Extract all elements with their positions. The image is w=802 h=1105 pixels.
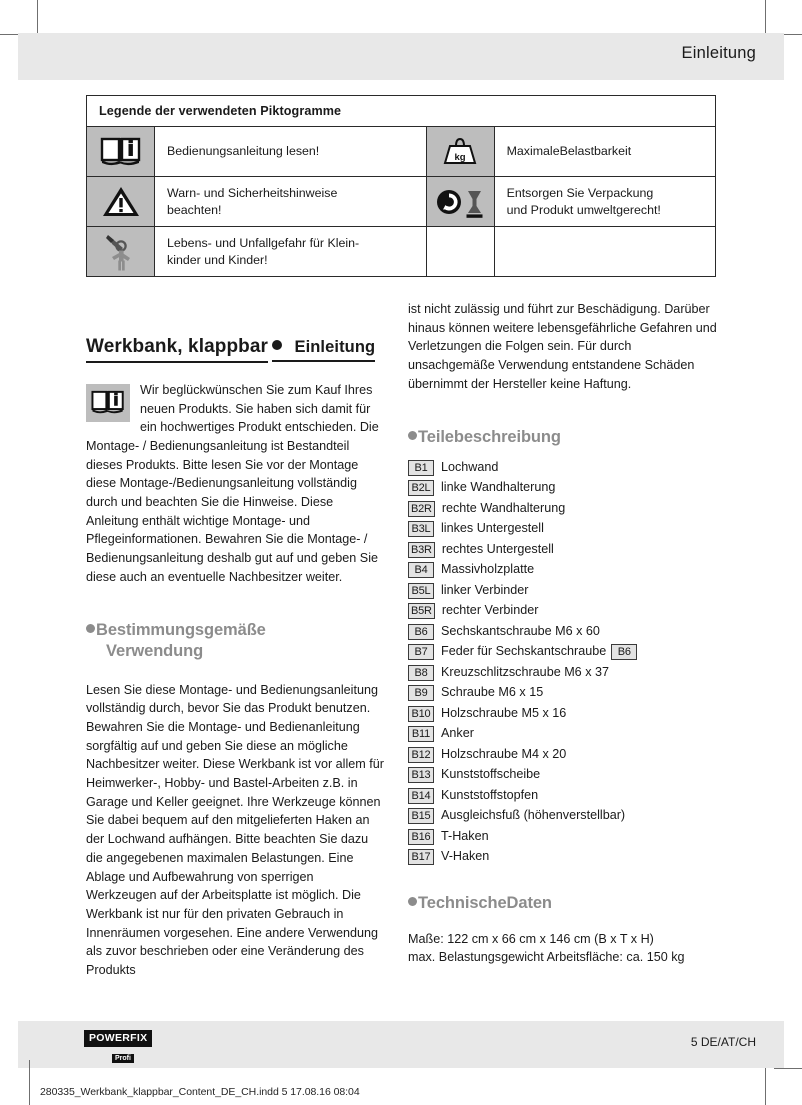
part-code-badge: B5L: [408, 583, 434, 599]
part-code-badge: B3L: [408, 521, 434, 537]
part-label: rechtes Untergestell: [441, 541, 554, 556]
part-label: linke Wandhalterung: [441, 480, 556, 495]
section-heading-bestimmungsgemaesse-verwendung: [86, 620, 386, 660]
parts-description-list: [408, 460, 720, 866]
part-code-badge: B11: [408, 726, 434, 742]
part-label: Massivholzplatte: [441, 562, 535, 577]
powerfix-logo-sub: Profi: [112, 1054, 134, 1063]
part-label: T-Haken: [441, 828, 489, 843]
part-code-badge: B15: [408, 808, 434, 824]
legend-heading: Legende der verwendeten Piktogramme: [87, 96, 716, 127]
intro-paragraph-text: Wir beglückwünschen Sie zum Kauf Ihres neuen Produkts. Sie haben sich damit für ein hochwertiges Produkt entschieden. Die Montage- / Bedienungsanleitung ist Bestandteil dieses Produkts. Bitte lesen Sie vor der Montage diese Montage-/Bedienungsanleitung vollständig durch und beachten Sie die Hinweise. Diese Anleitung enthält wichtige Montage- und Pflegeinformationen. Bewahren Sie die Montage- / Bedienungsanleitung deshalb gut auf und geben Sie diese auch an eventuelle Nachbesitzer weiter.: [86, 382, 379, 584]
part-code-badge: B8: [408, 665, 434, 681]
parts-heading-label: Teilebeschreibung: [418, 428, 561, 447]
legend-text-3-line1: Warn- und Sicherheitshinweise: [167, 185, 338, 200]
part-label: linker Verbinder: [441, 582, 529, 597]
parts-list-item: [408, 706, 720, 722]
parts-list-item: [408, 460, 720, 476]
parts-list-item: [408, 644, 720, 660]
parts-list-item: [408, 562, 720, 578]
part-label: rechte Wandhalterung: [441, 500, 566, 515]
part-code-badge: B9: [408, 685, 434, 701]
parts-list-item: [408, 767, 720, 783]
part-code-badge: B16: [408, 829, 434, 845]
parts-list-item: [408, 829, 720, 845]
parts-list-item: [408, 788, 720, 804]
tech-heading-label: TechnischeDaten: [418, 894, 552, 913]
legend-text-4: [494, 177, 715, 227]
crop-mark-top-left-vertical: [37, 0, 38, 34]
indesign-status-bar: [0, 1082, 802, 1105]
part-label: Ausgleichsfuß (höhenverstellbar): [441, 808, 626, 823]
part-label: Lochwand: [441, 459, 499, 474]
part-label: linkes Untergestell: [441, 521, 544, 536]
child-hazard-icon: [87, 227, 155, 277]
part-label: V-Haken: [441, 849, 490, 864]
tech-data-max-load: max. Belastungsgewicht Arbeitsfläche: ca. 150 kg: [408, 950, 685, 965]
parts-list-item: [408, 665, 720, 681]
part-code-badge: B13: [408, 767, 434, 783]
bullet-dot-icon: [408, 431, 417, 440]
legend-row-1: [87, 127, 716, 177]
svg-text:kg: kg: [454, 151, 466, 163]
right-column: [408, 300, 720, 967]
recycling-disposal-icon: [426, 177, 494, 227]
parts-list-item: [408, 583, 720, 599]
part-label: Kunststoffscheibe: [441, 767, 541, 782]
part-label: Schraube M6 x 15: [441, 685, 544, 700]
bullet-dot-icon: [408, 897, 417, 906]
manual-book-icon: [87, 127, 155, 177]
section-heading-technische-daten: [408, 893, 720, 913]
part-code-badge: B2R: [408, 501, 435, 517]
section-heading-teilebeschreibung: [408, 427, 720, 447]
section-heading-einleitung: [272, 338, 375, 362]
legend-text-4-line1: Entsorgen Sie Verpackung: [506, 185, 654, 200]
legend-text-1: Bedienungsanleitung lesen!: [155, 127, 427, 177]
legend-row-2: [87, 177, 716, 227]
legend-header-row: [87, 96, 716, 127]
part-code-badge: B17: [408, 849, 434, 865]
part-label: Kunststoffstopfen: [441, 787, 539, 802]
parts-list-item: [408, 685, 720, 701]
status-bar-filename: 280335_Werkbank_klappbar_Content_DE_CH.indd 5 17.08.16 08:04: [40, 1086, 360, 1098]
pictogram-legend-table: [86, 95, 716, 277]
legend-empty-text-cell: [494, 227, 715, 277]
legend-text-5-line2: kinder und Kinder!: [167, 252, 268, 267]
part-code-badge: B7: [408, 644, 434, 660]
intro-paragraph-block: [86, 381, 386, 587]
powerfix-logo: [84, 1028, 166, 1065]
part-label: Kreuzschlitzschraube M6 x 37: [441, 664, 609, 679]
part-label: rechter Verbinder: [441, 603, 539, 618]
legend-text-5: [155, 227, 427, 277]
page-header-title: Einleitung: [681, 44, 756, 62]
bullet-dot-icon: [86, 624, 95, 633]
parts-list-item: [408, 624, 720, 640]
usage-heading-line2: Verwendung: [106, 641, 204, 660]
powerfix-logo-main: POWERFIX: [84, 1030, 152, 1047]
crop-mark-bottom-right-horizontal: [774, 1068, 802, 1069]
legend-text-3-line2: beachten!: [167, 202, 222, 217]
part-code-badge: B3R: [408, 542, 435, 558]
legend-empty-icon-cell: [426, 227, 494, 277]
parts-list-item: [408, 480, 720, 496]
part-code-badge: B1: [408, 460, 434, 476]
part-code-badge: B6: [408, 624, 434, 640]
bullet-dot-icon: [272, 340, 282, 350]
part-code-badge: B2L: [408, 480, 434, 496]
part-label: Sechskantschraube M6 x 60: [441, 623, 600, 638]
page-header-band: [18, 33, 784, 80]
parts-list-item: [408, 603, 720, 619]
page-title: Werkbank, klappbar: [86, 336, 268, 363]
max-load-weight-icon: [426, 127, 494, 177]
parts-list-item: [408, 808, 720, 824]
usage-paragraph-text: Lesen Sie diese Montage- und Bedienungsanleitung vollständig durch, bevor Sie das Produkt benutzen. Bewahren Sie die Montage- und Bedienanleitung sorgfältig auf und geben Sie diese an mögliche Nachbesitzer weiter. Diese Werkbank ist vor allem für Heimwerker-, Hobby- und Bastel-Arbeiten z.B. in Garage und Keller geeignet. Ihre Werkzeuge können Sie dabei bequem auf den mitgelieferten Haken an der Lochwand aufhängen. Bitte beachten Sie dazu die angegebenen maximalen Belastungen. Eine Ablage und Aufbewahrung von sperrigen Werkzeugen auf der Arbeitsplatte ist möglich. Die Werkbank ist nur für den privaten Gebrauch in Innenräumen vorgesehen. Eine andere Verwendung als zuvor beschrieben oder eine Veränderung des Produkts: [86, 682, 384, 977]
parts-list-item: [408, 501, 720, 517]
usage-paragraph-continued: ist nicht zulässig und führt zur Beschädigung. Darüber hinaus können weitere lebensgefährliche Gefahren und Verletzungen die Folgen sein. Für durch unsachgemäße Verwendung entstandene Schäden übernimmt der Hersteller keine Haftung.: [408, 302, 717, 391]
part-label: Feder für Sechskantschraube: [441, 644, 607, 659]
section-heading-einleitung-label: Einleitung: [294, 338, 376, 356]
page-number-label: 5 DE/AT/CH: [690, 1035, 756, 1049]
part-label: Holzschraube M4 x 20: [441, 746, 567, 761]
legend-text-3: [155, 177, 427, 227]
parts-list-item: [408, 747, 720, 763]
legend-row-3: [87, 227, 716, 277]
part-code-badge: B5R: [408, 603, 435, 619]
part-code-badge-inline: B6: [611, 644, 637, 660]
part-label: Anker: [441, 726, 474, 741]
warning-triangle-icon: [87, 177, 155, 227]
status-bar-divider: [29, 1060, 30, 1105]
part-code-badge: B12: [408, 747, 434, 763]
page-footer-band: [18, 1021, 784, 1068]
parts-list-item: [408, 849, 720, 865]
crop-mark-top-right-vertical: [765, 0, 766, 34]
parts-list-item: [408, 521, 720, 537]
parts-list-item: [408, 726, 720, 742]
technical-data-lines: [408, 930, 720, 967]
part-code-badge: B4: [408, 562, 434, 578]
usage-heading-line1: Bestimmungsgemäße: [96, 621, 266, 640]
part-code-badge: B14: [408, 788, 434, 804]
legend-text-5-line1: Lebens- und Unfallgefahr für Klein-: [167, 235, 360, 250]
part-code-badge: B10: [408, 706, 434, 722]
left-column: [86, 300, 386, 980]
legend-text-2: MaximaleBelastbarkeit: [494, 127, 715, 177]
manual-book-icon: [86, 384, 130, 422]
tech-data-dimensions: Maße: 122 cm x 66 cm x 146 cm (B x T x H): [408, 931, 654, 946]
part-label: Holzschraube M5 x 16: [441, 705, 567, 720]
legend-text-4-line2: und Produkt umweltgerecht!: [506, 202, 661, 217]
parts-list-item: [408, 542, 720, 558]
